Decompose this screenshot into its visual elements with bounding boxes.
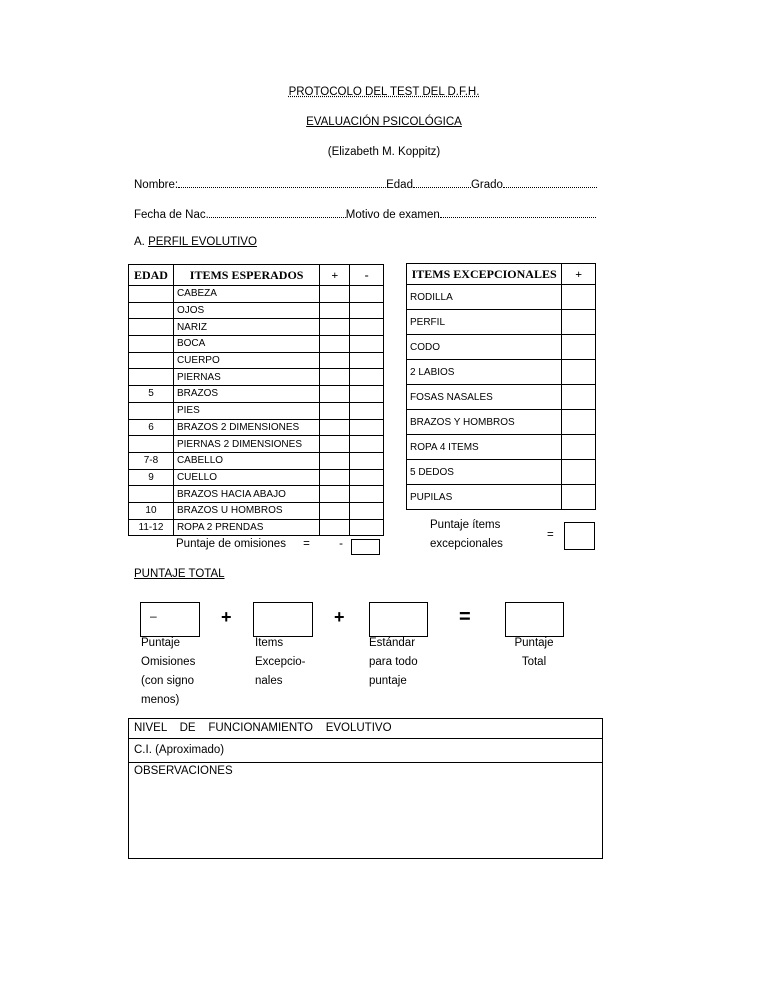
exceptional-item-cell: CODO <box>407 335 562 360</box>
exceptional-plus-cell[interactable] <box>562 310 596 335</box>
label-omisiones <box>141 634 195 710</box>
age-cell: 9 <box>129 469 174 486</box>
motivo-label: Motivo de examen <box>345 209 440 221</box>
label-line: menos) <box>141 694 180 706</box>
omisiones-minus-sign: – <box>150 609 157 623</box>
age-cell: 5 <box>129 386 174 403</box>
fields-row-2 <box>134 206 596 221</box>
label-estandar <box>369 634 418 691</box>
age-cell: 7-8 <box>129 452 174 469</box>
expected-row <box>129 369 384 386</box>
expected-row <box>129 519 384 536</box>
label-line: (con signo <box>141 675 195 687</box>
nombre-field[interactable] <box>178 176 386 188</box>
exceptional-row <box>407 310 596 335</box>
exceptional-plus-cell[interactable] <box>562 485 596 510</box>
evaluation-summary-table <box>128 718 603 859</box>
item-cell: BRAZOS HACIA ABAJO <box>173 486 319 503</box>
plus-cell[interactable] <box>320 436 350 453</box>
age-cell <box>129 302 174 319</box>
item-cell: ROPA 2 PRENDAS <box>173 519 319 536</box>
minus-cell[interactable] <box>350 419 384 436</box>
item-cell: CUERPO <box>173 352 319 369</box>
plus-cell[interactable] <box>320 352 350 369</box>
minus-cell[interactable] <box>350 519 384 536</box>
item-cell: PIES <box>173 402 319 419</box>
plus-cell[interactable] <box>320 336 350 353</box>
item-cell: NARIZ <box>173 319 319 336</box>
expected-row <box>129 419 384 436</box>
plus-sign-1: + <box>221 607 232 627</box>
minus-cell[interactable] <box>350 386 384 403</box>
section-a-title: PERFIL EVOLUTIVO <box>148 236 257 248</box>
plus-cell[interactable] <box>320 286 350 303</box>
exceptional-plus-cell[interactable] <box>562 410 596 435</box>
exceptional-row <box>407 335 596 360</box>
label-line: puntaje <box>369 675 407 687</box>
section-a-prefix: A. <box>134 236 149 248</box>
plus-cell[interactable] <box>320 369 350 386</box>
motivo-field[interactable] <box>440 206 596 218</box>
item-cell: BRAZOS 2 DIMENSIONES <box>173 419 319 436</box>
plus-cell[interactable] <box>320 519 350 536</box>
exceptional-row <box>407 485 596 510</box>
age-cell <box>129 336 174 353</box>
exceptional-item-cell: RODILLA <box>407 285 562 310</box>
exceptional-plus-cell[interactable] <box>562 335 596 360</box>
expected-row <box>129 386 384 403</box>
age-cell <box>129 286 174 303</box>
plus-cell[interactable] <box>320 419 350 436</box>
plus-cell[interactable] <box>320 486 350 503</box>
exceptional-plus-cell[interactable] <box>562 360 596 385</box>
exceptional-plus-cell[interactable] <box>562 385 596 410</box>
minus-cell[interactable] <box>350 402 384 419</box>
age-cell <box>129 319 174 336</box>
label-line: nales <box>255 675 283 687</box>
age-cell <box>129 369 174 386</box>
item-cell: CUELLO <box>173 469 319 486</box>
exceptional-items-table <box>406 263 596 510</box>
minus-cell[interactable] <box>350 502 384 519</box>
item-cell: BRAZOS U HOMBROS <box>173 502 319 519</box>
exceptional-item-cell: PERFIL <box>407 310 562 335</box>
exceptional-plus-cell[interactable] <box>562 285 596 310</box>
excepcionales-score-box[interactable] <box>253 602 313 637</box>
label-total <box>508 634 560 672</box>
item-cell: BRAZOS <box>173 386 319 403</box>
plus-cell[interactable] <box>320 502 350 519</box>
grado-label: Grado <box>470 179 503 191</box>
minus-cell[interactable] <box>350 469 384 486</box>
item-cell: PIERNAS 2 DIMENSIONES <box>173 436 319 453</box>
exceptional-score-equals: = <box>547 529 554 541</box>
minus-cell[interactable] <box>350 486 384 503</box>
expected-items-table <box>128 264 384 536</box>
estandar-score-box[interactable] <box>369 602 428 637</box>
exceptional-plus-cell[interactable] <box>562 460 596 485</box>
expected-row <box>129 319 384 336</box>
omisiones-score-box[interactable] <box>140 602 200 637</box>
minus-cell[interactable] <box>350 336 384 353</box>
expected-row <box>129 352 384 369</box>
item-cell: OJOS <box>173 302 319 319</box>
header-items-esperados: ITEMS ESPERADOS <box>173 265 319 286</box>
observaciones-row[interactable]: OBSERVACIONES <box>134 765 233 777</box>
header-minus: - <box>350 265 384 286</box>
edad-label: Edad <box>386 179 413 191</box>
label-line: Estándar <box>369 637 416 649</box>
exceptional-score-label-1: Puntaje ítems <box>430 519 501 531</box>
age-cell: 10 <box>129 502 174 519</box>
label-line: Items <box>255 637 284 649</box>
minus-cell[interactable] <box>350 352 384 369</box>
minus-cell[interactable] <box>350 286 384 303</box>
omission-equals: = <box>303 538 310 550</box>
minus-cell[interactable] <box>350 302 384 319</box>
item-cell: BOCA <box>173 336 319 353</box>
section-a-heading <box>134 236 257 248</box>
expected-row <box>129 302 384 319</box>
exceptional-item-cell: BRAZOS Y HOMBROS <box>407 410 562 435</box>
expected-row <box>129 469 384 486</box>
age-cell: 11-12 <box>129 519 174 536</box>
exceptional-item-cell: PUPILAS <box>407 485 562 510</box>
plus-cell[interactable] <box>320 402 350 419</box>
omission-minus: - <box>339 538 343 550</box>
exceptional-row <box>407 360 596 385</box>
edad-field[interactable] <box>413 176 471 188</box>
minus-cell[interactable] <box>350 436 384 453</box>
exceptional-item-cell: FOSAS NASALES <box>407 385 562 410</box>
expected-row <box>129 336 384 353</box>
header-exc-plus: + <box>562 264 596 285</box>
exceptional-plus-cell[interactable] <box>562 435 596 460</box>
expected-row <box>129 286 384 303</box>
header-items-excepcionales: ITEMS EXCEPCIONALES <box>407 264 562 285</box>
omission-score-row <box>176 538 343 550</box>
label-line: Excepcio- <box>255 656 306 668</box>
age-cell <box>129 402 174 419</box>
minus-cell[interactable] <box>350 319 384 336</box>
plus-sign-2: + <box>334 607 345 627</box>
label-line: para todo <box>369 656 418 668</box>
fecha-label: Fecha de Nac. <box>134 209 209 221</box>
omission-label: Puntaje de omisiones <box>176 538 286 550</box>
header-plus: + <box>320 265 350 286</box>
expected-row <box>129 402 384 419</box>
exceptional-item-cell: ROPA 4 ITEMS <box>407 435 562 460</box>
fields-row-1 <box>134 176 597 191</box>
minus-cell[interactable] <box>350 369 384 386</box>
expected-row <box>129 452 384 469</box>
label-excepcionales <box>255 634 306 691</box>
label-line: Omisiones <box>141 656 196 668</box>
nombre-label: Nombre: <box>134 179 179 191</box>
omission-score-box[interactable] <box>351 539 380 555</box>
exceptional-row <box>407 410 596 435</box>
exceptional-item-cell: 5 DEDOS <box>407 460 562 485</box>
age-cell <box>129 352 174 369</box>
age-cell: 6 <box>129 419 174 436</box>
expected-row <box>129 436 384 453</box>
plus-cell[interactable] <box>320 319 350 336</box>
expected-row <box>129 502 384 519</box>
exceptional-score-label-2: excepcionales <box>430 538 503 550</box>
label-line: Total <box>521 656 547 668</box>
grado-field[interactable] <box>503 176 597 188</box>
age-cell <box>129 436 174 453</box>
author-line: (Elizabeth M. Koppitz) <box>327 146 441 158</box>
label-line: Puntaje <box>514 637 554 649</box>
equals-sign: = <box>459 606 471 628</box>
plus-cell[interactable] <box>320 452 350 469</box>
document-title: PROTOCOLO DEL TEST DEL D.F.H. <box>288 86 480 98</box>
exceptional-row <box>407 435 596 460</box>
exceptional-row <box>407 385 596 410</box>
plus-cell[interactable] <box>320 386 350 403</box>
minus-cell[interactable] <box>350 452 384 469</box>
document-subtitle: EVALUACIÓN PSICOLÓGICA <box>306 116 462 128</box>
total-section-title: PUNTAJE TOTAL <box>134 568 225 580</box>
expected-row <box>129 486 384 503</box>
ci-row[interactable]: C.I. (Aproximado) <box>129 739 602 763</box>
exceptional-item-cell: 2 LABIOS <box>407 360 562 385</box>
exceptional-row <box>407 285 596 310</box>
plus-cell[interactable] <box>320 302 350 319</box>
total-score-box[interactable] <box>505 602 564 637</box>
item-cell: CABEZA <box>173 286 319 303</box>
age-cell <box>129 486 174 503</box>
header-edad: EDAD <box>129 265 174 286</box>
item-cell: CABELLO <box>173 452 319 469</box>
fecha-field[interactable] <box>209 206 346 218</box>
label-line: Puntaje <box>141 637 181 649</box>
item-cell: PIERNAS <box>173 369 319 386</box>
exceptional-row <box>407 460 596 485</box>
nivel-funcionamiento-row: NIVEL DE FUNCIONAMIENTO EVOLUTIVO <box>129 719 602 739</box>
plus-cell[interactable] <box>320 469 350 486</box>
exceptional-score-box[interactable] <box>564 522 595 550</box>
